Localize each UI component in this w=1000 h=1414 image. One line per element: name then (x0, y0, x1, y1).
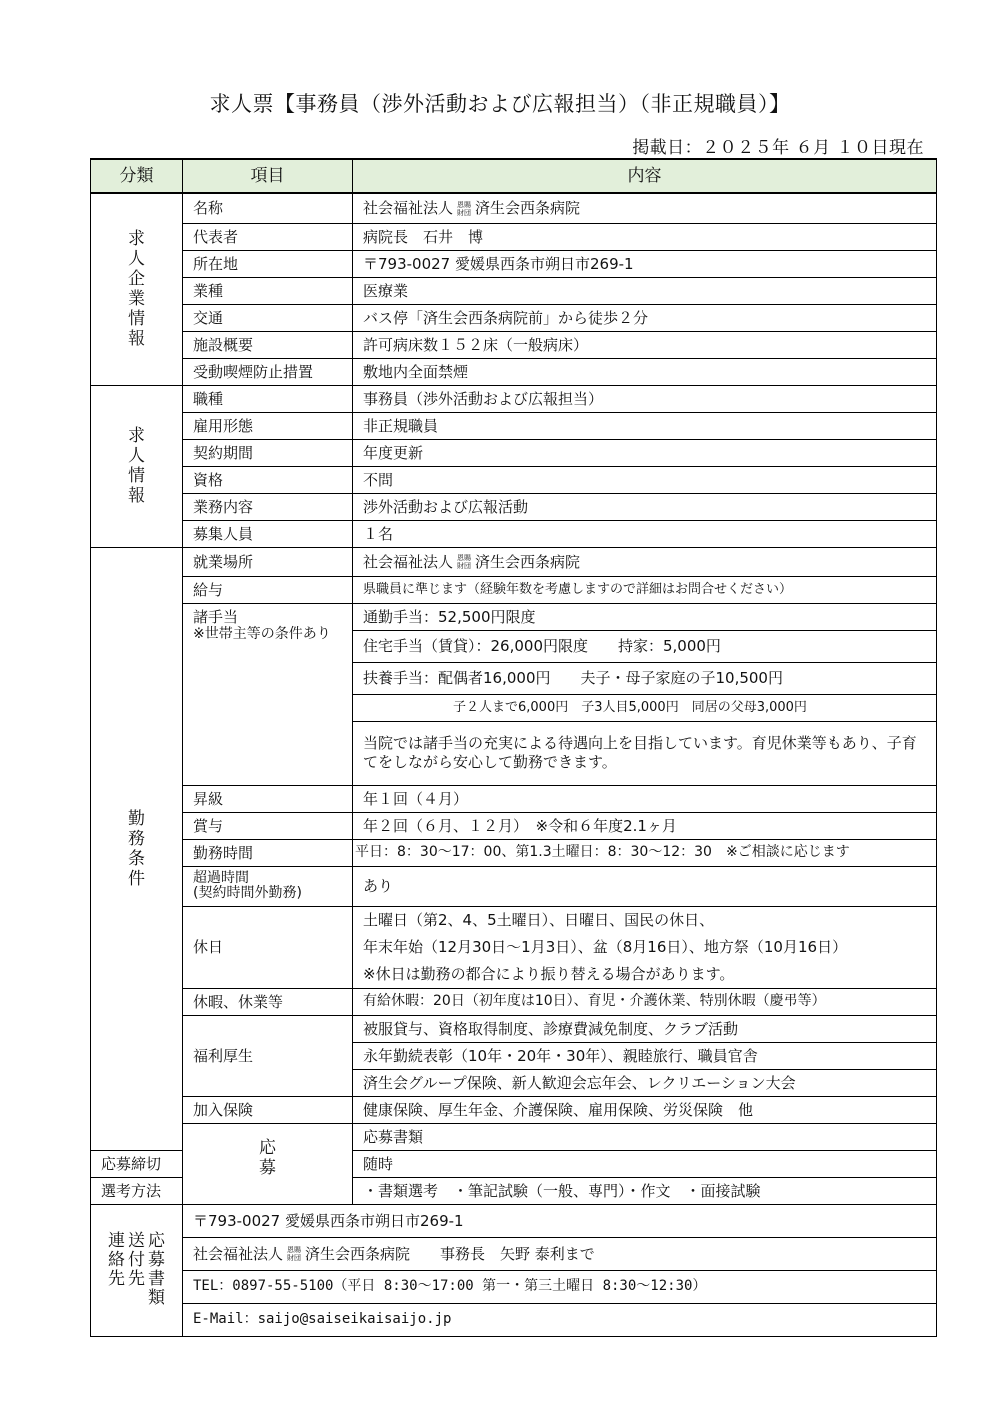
item-value: バス停「済生会西条病院前」から徒歩２分 (353, 304, 937, 331)
item-value: 県職員に準じます（経験年数を考慮しますので詳細はお問合せください） (353, 576, 937, 603)
hospital-name: 済生会西条病院 (475, 199, 581, 218)
table-row (91, 785, 937, 812)
item-label: 受動喫煙防止措置 (183, 358, 353, 385)
item-label: 契約期間 (183, 439, 353, 466)
item-value: 年２回（６月、１２月） ※令和６年度2.1ヶ月 (353, 812, 937, 839)
item-value: 通勤手当：52,500円限度 (353, 603, 937, 630)
allowance-label-cell (183, 603, 353, 785)
category-company-label: 求人企業情報 (128, 229, 145, 350)
category-job (91, 385, 183, 547)
table-row (91, 1270, 937, 1303)
table-row (91, 331, 937, 358)
item-value: 済生会グループ保険、新人歓迎会忘年会、レクリエーション大会 (353, 1069, 937, 1096)
table-row (91, 1204, 937, 1237)
table-row (91, 1096, 937, 1123)
category-conditions (91, 547, 183, 1150)
table-header-row (91, 159, 937, 193)
corp-type: 社会福祉法人 (363, 199, 454, 218)
item-label: 職種 (183, 385, 353, 412)
item-label: 諸手当 (193, 607, 239, 626)
contact-name (183, 1237, 937, 1270)
item-value: 病院長 石井 博 (353, 223, 937, 250)
category-application-label: 応募 (259, 1137, 276, 1178)
category-conditions-label: 勤務条件 (128, 808, 145, 889)
item-label: 資格 (183, 466, 353, 493)
item-label: 超過時間 (193, 869, 249, 886)
table-row (91, 812, 937, 839)
item-label-sub: (契約時間外勤務) (193, 885, 302, 901)
item-value: 扶養手当：配偶者16,000円 夫子・母子家庭の子10,500円 (353, 662, 937, 694)
item-label: 応募書類 (353, 1123, 937, 1150)
item-value: 事務員（渉外活動および広報担当） (353, 385, 937, 412)
item-label: 交通 (183, 304, 353, 331)
table-row (91, 839, 937, 866)
table-row (91, 866, 937, 906)
item-label: 給与 (183, 576, 353, 603)
item-label: 就業場所 (183, 547, 353, 576)
job-offer-table (90, 158, 937, 1337)
holiday-line: 土曜日（第2、4、5土曜日）、日曜日、国民の休日、 (363, 910, 715, 929)
table-row (91, 439, 937, 466)
company-name (353, 193, 937, 223)
table-row (91, 358, 937, 385)
table-row (91, 193, 937, 223)
item-label: 福利厚生 (183, 1015, 353, 1096)
item-value: ・書類選考 ・筆記試験（一般、専門）・作文 ・面接試験 (353, 1177, 937, 1204)
item-label: 選考方法 (91, 1177, 183, 1204)
table-row (91, 223, 937, 250)
table-row (91, 1303, 937, 1336)
holiday-value (353, 906, 937, 988)
item-value: １名 (353, 520, 937, 547)
table-row (91, 1237, 937, 1270)
header-item: 項目 (183, 159, 353, 193)
allowance-note: ※世帯主等の条件あり (193, 625, 331, 642)
page-title: 求人票【事務員（渉外活動および広報担当）（非正規職員）】 (209, 92, 791, 116)
category-contact (91, 1204, 183, 1336)
table-row (91, 1015, 937, 1042)
item-label: 代表者 (183, 223, 353, 250)
item-label: 昇級 (183, 785, 353, 812)
item-value: 医療業 (353, 277, 937, 304)
allowance-remark: 当院では諸手当の充実による待遇向上を目指しています。育児休業等もあり、子育てをしながら安心して勤務できます。 (353, 721, 937, 785)
table-row (91, 493, 937, 520)
table-row (91, 385, 937, 412)
item-label: 名称 (183, 193, 353, 223)
table-row (91, 250, 937, 277)
category-company (91, 193, 183, 385)
item-value: 住宅手当（賃貸）：26,000円限度 持家：5,000円 (353, 630, 937, 662)
contact-tel: TEL：0897-55-5100（平日 8:30～17:00 第一・第三土曜日 8:30～12:30） (183, 1270, 937, 1303)
table-row (91, 906, 937, 988)
header-content: 内容 (353, 159, 937, 193)
hospital-name: 済生会西条病院 (475, 552, 581, 571)
item-value: 健康保険、厚生年金、介護保険、雇用保険、労災保険 他 (353, 1096, 937, 1123)
table-row (91, 277, 937, 304)
item-value: 許可病床数１５２床（一般病床） (353, 331, 937, 358)
item-value: 年１回（４月） (353, 785, 937, 812)
item-value: 随時 (353, 1150, 937, 1177)
corp-type: 社会福祉法人 (193, 1244, 284, 1263)
item-value: 有給休暇：20日（初年度は10日）、育児・介護休業、特別休暇（慶弔等） (353, 988, 937, 1015)
item-label: 業種 (183, 277, 353, 304)
item-label: 応募締切 (91, 1150, 183, 1177)
header-category: 分類 (91, 159, 183, 193)
table-row (91, 412, 937, 439)
item-value: 非正規職員 (353, 412, 937, 439)
item-label: 勤務時間 (183, 839, 353, 866)
zaidan-mark: 恩賜 財団 (287, 1246, 302, 1262)
corp-type: 社会福祉法人 (363, 552, 454, 571)
contact-person: 済生会西条病院 事務長 矢野 泰利まで (305, 1244, 595, 1263)
item-label: 加入保険 (183, 1096, 353, 1123)
item-value: 渉外活動および広報活動 (353, 493, 937, 520)
table-row (91, 520, 937, 547)
item-label: 所在地 (183, 250, 353, 277)
zaidan-mark: 恩賜 財団 (457, 554, 472, 570)
table-row (91, 603, 937, 630)
item-label: 休日 (183, 906, 353, 988)
item-label: 業務内容 (183, 493, 353, 520)
item-value: 〒793-0027 愛媛県西条市朔日市269-1 (353, 250, 937, 277)
holiday-line: 年末年始（12月30日～1月3日）、盆（8月16日）、地方祭（10月16日） (363, 937, 848, 956)
holiday-line: ※休日は勤務の都合により振り替える場合があります。 (363, 964, 735, 983)
table-row (91, 988, 937, 1015)
item-value: 敷地内全面禁煙 (353, 358, 937, 385)
contact-address: 〒793-0027 愛媛県西条市朔日市269-1 (183, 1204, 937, 1237)
overtime-label-cell (183, 866, 353, 906)
item-label: 施設概要 (183, 331, 353, 358)
table-row (91, 1123, 937, 1150)
table-row (91, 304, 937, 331)
item-label: 賞与 (183, 812, 353, 839)
item-value: 平日：8：30～17：00、第1.3土曜日：8：30～12：30 ※ご相談に応じます (353, 839, 937, 866)
item-value: 被服貸与、資格取得制度、診療費減免制度、クラブ活動 (353, 1015, 937, 1042)
item-value: 子２人まで6,000円 子3人目5,000円 同居の父母3,000円 (353, 694, 937, 721)
table-row (91, 547, 937, 576)
item-label: 休暇、休業等 (183, 988, 353, 1015)
category-job-label: 求人情報 (128, 426, 145, 506)
table-row (91, 576, 937, 603)
zaidan-mark: 恩賜 財団 (457, 200, 472, 217)
contact-email[interactable]: E-Mail：saijo@saiseikaisaijo.jp (183, 1303, 937, 1336)
category-contact-label: 応募書類 送付先 連絡先 (108, 1231, 165, 1308)
item-label: 雇用形態 (183, 412, 353, 439)
item-value: 永年勤続表彰（10年・20年・30年）、親睦旅行、職員官舎 (353, 1042, 937, 1069)
item-value: 年度更新 (353, 439, 937, 466)
category-application (183, 1123, 353, 1204)
item-value: 不問 (353, 466, 937, 493)
table-row (91, 466, 937, 493)
posted-date: 掲載日：２０２５年 ６月 １０日現在 (632, 138, 924, 158)
workplace-value (353, 547, 937, 576)
item-label: 募集人員 (183, 520, 353, 547)
item-value: あり (353, 866, 937, 906)
